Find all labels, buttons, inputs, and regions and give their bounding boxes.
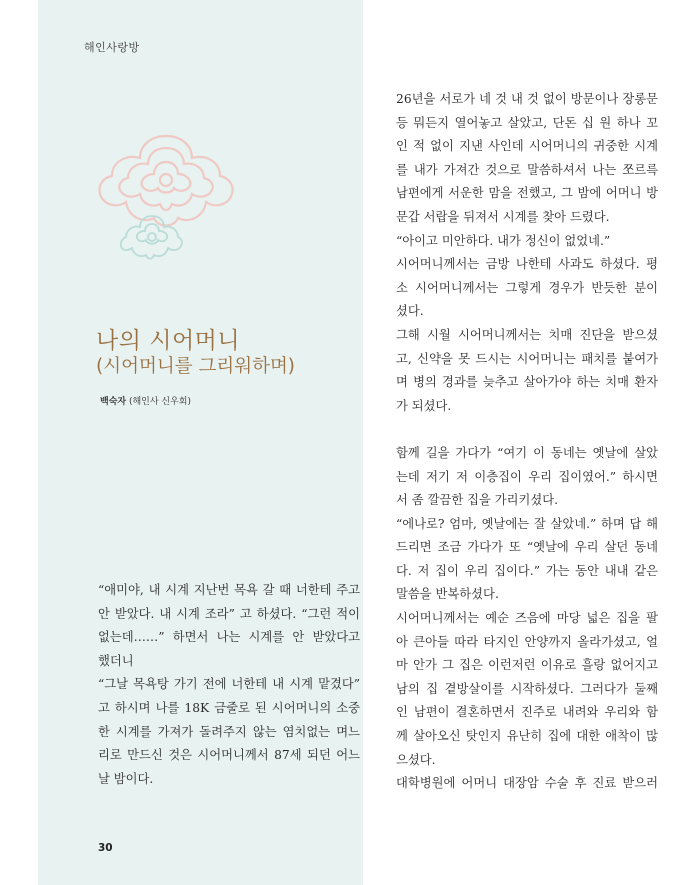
text-line: 드리면 조금 가다가 또 “옛날에 우리 살던 동네	[396, 540, 658, 555]
text-line: 고 하시며 나를 18K 금줄로 된 시어머니의 소중	[98, 700, 360, 715]
text-line: 날 밤이다.	[98, 771, 154, 786]
text-line: 마 안가 그 집은 이런저런 이유로 흘랑 없어지고	[396, 658, 658, 673]
text-line: 그해 시월 시어머니께서는 치매 진단을 받으셨	[396, 327, 658, 342]
text-line: 문갑 서랍을 뒤져서 시계를 찾아 드렸다.	[396, 209, 610, 224]
text-line: 서 좀 깔끔한 집을 가리키셨다.	[396, 493, 559, 508]
teal-cloud-ornament-icon	[120, 212, 184, 264]
text-line: “애미야, 내 시계 지난번 목욕 갈 때 너한테 주고	[98, 583, 360, 597]
text-line: 인 남편이 결혼하면서 진주로 내려와 우리와 함	[396, 705, 658, 720]
text-line: 는데 저기 저 이층집이 우리 집이였어.” 하시면	[396, 469, 658, 484]
text-line: “아이고 미안하다. 내가 정신이 없었네.”	[396, 233, 611, 248]
paragraph-gap	[396, 418, 658, 442]
text-line: 대학병원에 어머니 대장암 수술 후 진료 받으러	[396, 776, 658, 791]
text-line: 없는데……” 하면서 나는 시계를 안 받았다고	[98, 630, 360, 645]
text-line: 남편에게 서운한 맘을 전했고, 그 밤에 어머니 방	[396, 186, 658, 201]
author-byline	[100, 394, 191, 407]
text-line: 리로 만드신 것은 시어머니께서 87세 되던 어느	[98, 748, 360, 763]
text-line: 소 시어머니께서는 그렇게 경우가 반듯한 분이	[396, 280, 658, 295]
text-line: 며 병의 경과를 늦추고 살아가야 하는 치매 환자	[396, 375, 658, 390]
page-number: 30	[98, 842, 113, 854]
text-line: 말씀을 반복하셨다.	[396, 587, 499, 602]
text-line: 께 살아오신 탓인지 유난히 집에 대한 애착이 많	[396, 729, 658, 744]
article-title: 나의 시어머니	[96, 328, 241, 354]
text-line: 남의 집 곁방살이를 시작하셨다. 그러다가 둘째	[396, 681, 658, 696]
right-text-column	[396, 88, 658, 796]
text-line: “그날 목욕탕 가기 전에 너한테 내 시계 맡겼다”	[98, 677, 360, 692]
text-line: 아 큰아들 따라 타지인 안양까지 올라가셨고, 얼	[396, 634, 658, 649]
text-line: 셨다.	[396, 304, 424, 319]
text-line: 등 뭐든지 열어놓고 살았고, 단돈 십 원 하나 꼬	[396, 115, 658, 130]
text-line: 다. 저 집이 우리 집이다.” 가는 동안 내내 같은	[396, 563, 658, 578]
text-line: 으셨다.	[396, 752, 436, 767]
text-line: 가 되셨다.	[396, 398, 452, 413]
text-line: 인 적 없이 지낸 사인데 시어머니의 귀중한 시계	[396, 139, 658, 154]
author-affiliation: (해인사 신우회)	[128, 397, 192, 407]
author-name: 백숙자	[100, 397, 127, 407]
left-text-column	[98, 579, 360, 791]
text-line: 함께 길을 가다가 “여기 이 동네는 옛날에 살았	[396, 445, 658, 460]
section-label: 해인사랑방	[84, 41, 140, 54]
text-line: “에나로? 엄마, 옛날에는 잘 살았네.” 하며 답 해	[396, 516, 658, 531]
text-line: 시어머니께서는 금방 나한테 사과도 하셨다. 평	[396, 257, 658, 272]
article-subtitle: (시어머니를 그리워하며)	[96, 356, 296, 377]
text-line: 한 시계를 가져가 돌려주지 않는 염치없는 며느	[98, 724, 360, 739]
text-line: 를 내가 가져간 것으로 말씀하셔서 나는 쪼르륵	[396, 162, 658, 177]
text-line: 안 받았다. 내 시계 조라” 고 하셨다. “그런 적이	[98, 606, 360, 621]
text-line: 26년을 서로가 네 것 내 것 없이 방문이나 장롱문	[396, 92, 658, 106]
text-line: 했더니	[98, 653, 134, 668]
text-line: 고, 신약을 못 드시는 시어머니는 패치를 붙여가	[396, 351, 658, 366]
text-line: 시어머니께서는 예순 즈음에 마당 넓은 집을 팔	[396, 611, 658, 626]
